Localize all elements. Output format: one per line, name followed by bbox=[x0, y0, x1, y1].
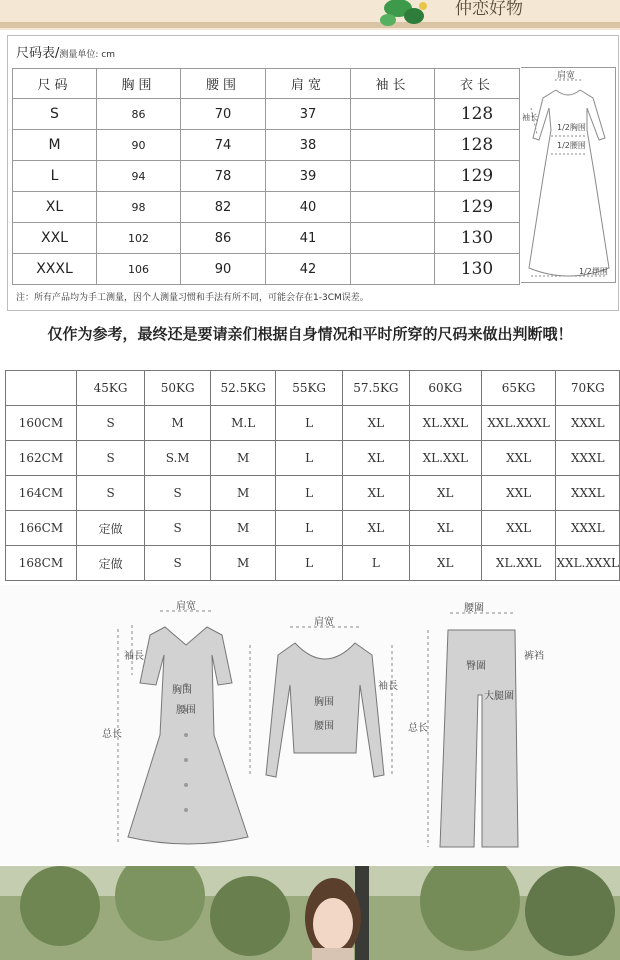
diagram-dress-length: 总长 bbox=[102, 729, 122, 740]
header-waist: 腰围 bbox=[181, 69, 266, 99]
hw-size-cell: XL.XXL bbox=[481, 546, 556, 581]
hw-row bbox=[6, 476, 620, 511]
hw-size-cell: L bbox=[342, 546, 409, 581]
diagram-pants-waist: 腰圍 bbox=[464, 603, 484, 614]
hw-size-cell: XXXL bbox=[556, 406, 620, 441]
hw-row bbox=[6, 511, 620, 546]
height-weight-chart bbox=[0, 360, 620, 590]
height-weight-table bbox=[5, 370, 620, 581]
diagram-sweater-sleeve: 袖長 bbox=[378, 681, 398, 692]
hw-row bbox=[6, 546, 620, 581]
size-cell: XXXL bbox=[13, 254, 97, 285]
header-length: 衣长 bbox=[435, 69, 520, 99]
size-cell: XXL bbox=[13, 223, 97, 254]
hw-size-cell: XL.XXL bbox=[409, 406, 481, 441]
hw-size-cell: L bbox=[276, 546, 343, 581]
hw-size-cell: XL bbox=[409, 511, 481, 546]
diagram-dress-shoulder: 肩宽 bbox=[176, 601, 196, 612]
size-row bbox=[13, 130, 520, 161]
hw-size-cell: XXXL bbox=[556, 441, 620, 476]
dress-chest-label: 1/2胸围 bbox=[557, 123, 586, 132]
banner-text: 仲恋好物 bbox=[455, 0, 523, 19]
hw-row bbox=[6, 441, 620, 476]
hw-weight-header: 55KG bbox=[276, 371, 343, 406]
hw-weight-header: 57.5KG bbox=[342, 371, 409, 406]
chest-cell: 90 bbox=[97, 130, 181, 161]
size-row bbox=[13, 99, 520, 130]
header-sleeve: 袖长 bbox=[351, 69, 435, 99]
diagram-sweater-waist: 腰围 bbox=[314, 721, 334, 732]
hw-size-cell: S bbox=[145, 476, 211, 511]
hw-weight-header: 65KG bbox=[481, 371, 556, 406]
dress-hem-label: 1/2摆围 bbox=[579, 267, 608, 276]
hw-size-cell: M bbox=[145, 406, 211, 441]
hw-size-cell: S bbox=[76, 476, 144, 511]
hw-row bbox=[6, 406, 620, 441]
dress-measure-diagram bbox=[521, 67, 616, 283]
size-row bbox=[13, 161, 520, 192]
hw-weight-header: 45KG bbox=[76, 371, 144, 406]
hw-size-cell: S.M bbox=[145, 441, 211, 476]
chest-cell: 98 bbox=[97, 192, 181, 223]
reference-text: 仅作为参考，最终还是要请亲们根据自身情况和平时所穿的尺码来做出判断哦！ bbox=[47, 325, 573, 343]
hw-size-cell: 定做 bbox=[76, 511, 144, 546]
size-chart bbox=[7, 35, 619, 311]
length-cell: 130 bbox=[435, 254, 520, 285]
diagram-dress-waist: 腰围 bbox=[176, 705, 196, 716]
chest-cell: 106 bbox=[97, 254, 181, 285]
hw-weight-header: 70KG bbox=[556, 371, 620, 406]
hw-size-cell: M bbox=[211, 476, 276, 511]
hw-size-cell: XXL bbox=[481, 511, 556, 546]
shoulder-cell: 42 bbox=[266, 254, 351, 285]
waist-cell: 82 bbox=[181, 192, 266, 223]
shoulder-cell: 38 bbox=[266, 130, 351, 161]
sleeve-cell bbox=[351, 192, 435, 223]
garment-sketches-icon bbox=[0, 585, 620, 865]
hw-size-cell: XL bbox=[409, 476, 481, 511]
size-cell: S bbox=[13, 99, 97, 130]
size-chart-header bbox=[16, 42, 115, 61]
chest-cell: 94 bbox=[97, 161, 181, 192]
hw-size-cell: XXL bbox=[481, 476, 556, 511]
hw-size-cell: XL.XXL bbox=[409, 441, 481, 476]
waist-cell: 90 bbox=[181, 254, 266, 285]
hw-size-cell: S bbox=[145, 546, 211, 581]
header-chest: 胸围 bbox=[97, 69, 181, 99]
hw-size-cell: XXL.XXXL bbox=[481, 406, 556, 441]
dress-waist-label: 1/2腰围 bbox=[557, 141, 586, 150]
length-cell: 130 bbox=[435, 223, 520, 254]
hw-height-cell: 162CM bbox=[6, 441, 77, 476]
hw-size-cell: M bbox=[211, 546, 276, 581]
sleeve-cell bbox=[351, 161, 435, 192]
waist-cell: 70 bbox=[181, 99, 266, 130]
dress-sketch-icon bbox=[521, 68, 616, 284]
length-cell: 129 bbox=[435, 192, 520, 223]
sleeve-cell bbox=[351, 130, 435, 161]
waist-cell: 74 bbox=[181, 130, 266, 161]
hw-size-cell: XL bbox=[342, 441, 409, 476]
hw-size-cell: S bbox=[76, 406, 144, 441]
length-cell: 128 bbox=[435, 130, 520, 161]
hw-corner-cell bbox=[6, 371, 77, 406]
shoulder-cell: 40 bbox=[266, 192, 351, 223]
sleeve-cell bbox=[351, 223, 435, 254]
hw-size-cell: L bbox=[276, 476, 343, 511]
hw-size-cell: XL bbox=[342, 476, 409, 511]
diagram-pants-rise: 裤裆 bbox=[524, 651, 544, 662]
diagram-pants-hip: 臀圍 bbox=[466, 661, 486, 672]
hw-size-cell: S bbox=[76, 441, 144, 476]
product-photo bbox=[0, 866, 620, 960]
size-row bbox=[13, 254, 520, 285]
size-cell: L bbox=[13, 161, 97, 192]
hw-size-cell: XXXL bbox=[556, 511, 620, 546]
hw-size-cell: S bbox=[145, 511, 211, 546]
model-photo-icon bbox=[0, 866, 620, 960]
size-chart-note: 注：所有产品均为手工测量，因个人测量习惯和手法有所不同，可能会存在1-3CM误差。 bbox=[16, 293, 369, 303]
hw-size-cell: XXL bbox=[481, 441, 556, 476]
chest-cell: 102 bbox=[97, 223, 181, 254]
header-shoulder: 肩宽 bbox=[266, 69, 351, 99]
hw-height-cell: 160CM bbox=[6, 406, 77, 441]
size-chart-title: 尺码表/ bbox=[16, 46, 60, 61]
hw-size-cell: M.L bbox=[211, 406, 276, 441]
hw-size-cell: XXL.XXXL bbox=[556, 546, 620, 581]
size-cell: M bbox=[13, 130, 97, 161]
hw-size-cell: XL bbox=[409, 546, 481, 581]
length-cell: 128 bbox=[435, 99, 520, 130]
hw-header-row bbox=[6, 371, 620, 406]
dress-sleeve-label: 袖长 bbox=[522, 113, 538, 122]
shoulder-cell: 39 bbox=[266, 161, 351, 192]
hw-size-cell: XL bbox=[342, 406, 409, 441]
banner-stripe bbox=[0, 22, 620, 28]
diagram-dress-sleeve: 袖長 bbox=[124, 651, 144, 662]
shoulder-cell: 41 bbox=[266, 223, 351, 254]
size-table bbox=[12, 68, 520, 285]
hw-size-cell: XXXL bbox=[556, 476, 620, 511]
shoulder-cell: 37 bbox=[266, 99, 351, 130]
hw-weight-header: 50KG bbox=[145, 371, 211, 406]
hw-size-cell: L bbox=[276, 441, 343, 476]
diagram-dress-chest: 胸围 bbox=[172, 685, 192, 696]
size-row bbox=[13, 192, 520, 223]
top-banner bbox=[0, 0, 620, 30]
hw-weight-header: 60KG bbox=[409, 371, 481, 406]
size-table-header-row bbox=[13, 69, 520, 99]
length-cell: 129 bbox=[435, 161, 520, 192]
size-cell: XL bbox=[13, 192, 97, 223]
diagram-sweater-chest: 胸围 bbox=[314, 697, 334, 708]
chest-cell: 86 bbox=[97, 99, 181, 130]
size-row bbox=[13, 223, 520, 254]
sleeve-cell bbox=[351, 99, 435, 130]
hw-size-cell: L bbox=[276, 406, 343, 441]
hw-size-cell: M bbox=[211, 441, 276, 476]
hw-size-cell: M bbox=[211, 511, 276, 546]
sleeve-cell bbox=[351, 254, 435, 285]
hw-size-cell: L bbox=[276, 511, 343, 546]
hw-height-cell: 168CM bbox=[6, 546, 77, 581]
waist-cell: 86 bbox=[181, 223, 266, 254]
hw-size-cell: XL bbox=[342, 511, 409, 546]
waist-cell: 78 bbox=[181, 161, 266, 192]
hw-height-cell: 166CM bbox=[6, 511, 77, 546]
hw-size-cell: 定做 bbox=[76, 546, 144, 581]
dress-shoulder-label: 肩宽 bbox=[557, 71, 576, 81]
leaf-decoration-icon bbox=[376, 0, 436, 30]
size-chart-unit: 测量单位: cm bbox=[59, 50, 115, 60]
diagram-sweater-shoulder: 肩宽 bbox=[314, 617, 334, 628]
hw-weight-header: 52.5KG bbox=[211, 371, 276, 406]
hw-height-cell: 164CM bbox=[6, 476, 77, 511]
diagram-pants-length: 总长 bbox=[408, 723, 428, 734]
diagram-pants-thigh: 大腿圍 bbox=[484, 691, 514, 702]
header-size: 尺码 bbox=[13, 69, 97, 99]
measurement-diagrams bbox=[0, 585, 620, 865]
